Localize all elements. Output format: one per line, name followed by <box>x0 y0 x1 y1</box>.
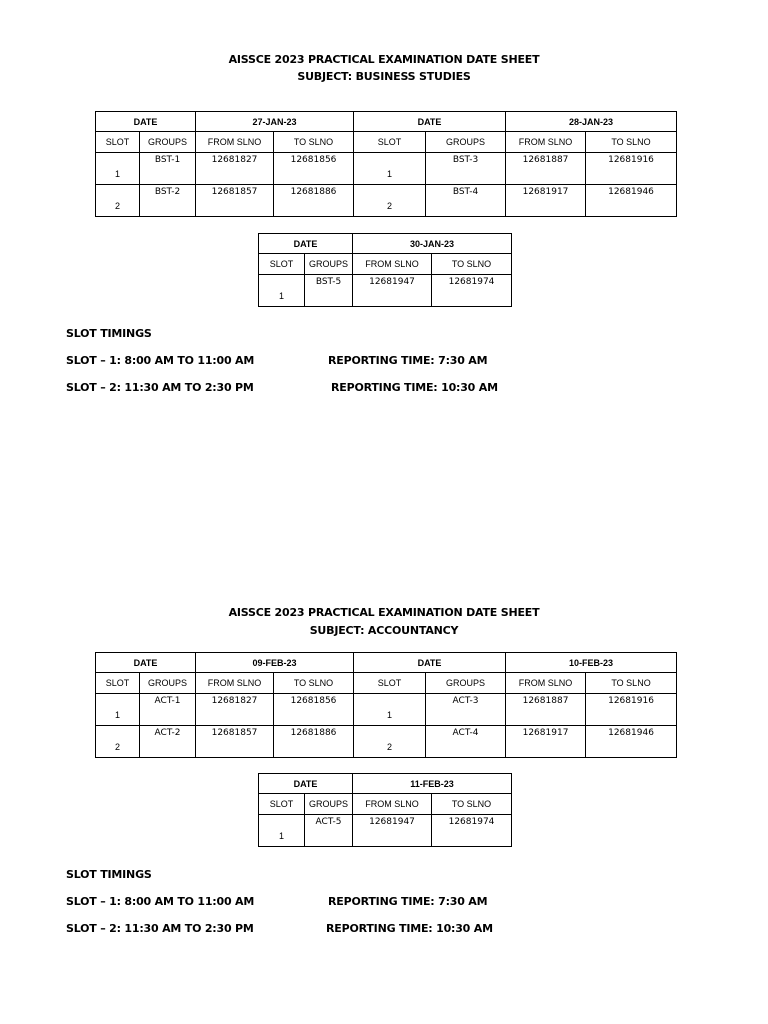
col-header-to: TO SLNO <box>586 132 677 153</box>
slot2-timing: SLOT – 2: 11:30 AM TO 2:30 PM <box>66 381 254 394</box>
table-row <box>96 694 677 726</box>
slot-cell: 1 <box>96 153 140 185</box>
subject-title: SUBJECT: ACCOUNTANCY <box>309 624 459 637</box>
table-row <box>96 726 677 758</box>
from-slno-cell: 12681857 <box>196 185 274 217</box>
from-slno-cell: 12681947 <box>353 275 432 307</box>
date-label: DATE <box>96 112 196 132</box>
from-slno-cell: 12681827 <box>196 694 274 726</box>
col-header-groups: GROUPS <box>305 254 353 275</box>
group-cell: BST-1 <box>140 153 196 185</box>
col-header-to: TO SLNO <box>274 132 354 153</box>
to-slno-cell: 12681974 <box>432 815 512 847</box>
group-cell: BST-2 <box>140 185 196 217</box>
slot-cell: 1 <box>96 694 140 726</box>
col-header-slot: SLOT <box>354 132 426 153</box>
slot1-reporting-time: REPORTING TIME: 7:30 AM <box>328 895 488 908</box>
to-slno-cell: 12681856 <box>274 153 354 185</box>
date-label: DATE <box>354 653 506 673</box>
date-table-extra <box>258 773 512 847</box>
from-slno-cell: 12681917 <box>506 185 586 217</box>
col-header-to: TO SLNO <box>586 673 677 694</box>
col-header-groups: GROUPS <box>305 794 353 815</box>
to-slno-cell: 12681946 <box>586 726 677 758</box>
slot-timings-heading: SLOT TIMINGS <box>66 868 152 881</box>
subject-title: SUBJECT: BUSINESS STUDIES <box>297 70 471 83</box>
to-slno-cell: 12681886 <box>274 185 354 217</box>
date-value: 27-JAN-23 <box>196 112 354 132</box>
from-slno-cell: 12681827 <box>196 153 274 185</box>
from-slno-cell: 12681857 <box>196 726 274 758</box>
slot-cell: 1 <box>354 153 426 185</box>
to-slno-cell: 12681916 <box>586 153 677 185</box>
date-label: DATE <box>259 774 353 794</box>
to-slno-cell: 12681886 <box>274 726 354 758</box>
col-header-slot: SLOT <box>96 673 140 694</box>
col-header-from: FROM SLNO <box>196 673 274 694</box>
col-header-from: FROM SLNO <box>506 132 586 153</box>
sheet-title: AISSCE 2023 PRACTICAL EXAMINATION DATE SHEET <box>228 53 540 66</box>
slot2-reporting-time: REPORTING TIME: 10:30 AM <box>326 922 493 935</box>
to-slno-cell: 12681856 <box>274 694 354 726</box>
date-value: 11-FEB-23 <box>353 774 512 794</box>
slot1-timing: SLOT – 1: 8:00 AM TO 11:00 AM <box>66 354 255 367</box>
sheet-title: AISSCE 2023 PRACTICAL EXAMINATION DATE SHEET <box>228 606 540 619</box>
col-header-groups: GROUPS <box>140 673 196 694</box>
slot-cell: 1 <box>259 275 305 307</box>
date-table-main <box>95 652 677 758</box>
from-slno-cell: 12681887 <box>506 694 586 726</box>
group-cell: ACT-1 <box>140 694 196 726</box>
col-header-slot: SLOT <box>354 673 426 694</box>
col-header-from: FROM SLNO <box>353 254 432 275</box>
group-cell: ACT-2 <box>140 726 196 758</box>
from-slno-cell: 12681947 <box>353 815 432 847</box>
col-header-slot: SLOT <box>96 132 140 153</box>
col-header-to: TO SLNO <box>432 254 512 275</box>
group-cell: BST-3 <box>426 153 506 185</box>
slot-timings-heading: SLOT TIMINGS <box>66 327 152 340</box>
col-header-to: TO SLNO <box>274 673 354 694</box>
col-header-from: FROM SLNO <box>196 132 274 153</box>
slot-cell: 1 <box>354 694 426 726</box>
col-header-slot: SLOT <box>259 794 305 815</box>
date-value: 30-JAN-23 <box>353 234 512 254</box>
from-slno-cell: 12681917 <box>506 726 586 758</box>
date-label: DATE <box>354 112 506 132</box>
to-slno-cell: 12681946 <box>586 185 677 217</box>
slot-cell: 2 <box>354 726 426 758</box>
col-header-to: TO SLNO <box>432 794 512 815</box>
to-slno-cell: 12681916 <box>586 694 677 726</box>
date-value: 10-FEB-23 <box>506 653 677 673</box>
col-header-slot: SLOT <box>259 254 305 275</box>
col-header-groups: GROUPS <box>140 132 196 153</box>
slot-cell: 2 <box>354 185 426 217</box>
col-header-from: FROM SLNO <box>353 794 432 815</box>
table-row <box>259 815 512 847</box>
date-label: DATE <box>96 653 196 673</box>
to-slno-cell: 12681974 <box>432 275 512 307</box>
group-cell: ACT-3 <box>426 694 506 726</box>
group-cell: BST-5 <box>305 275 353 307</box>
col-header-from: FROM SLNO <box>506 673 586 694</box>
slot2-timing: SLOT – 2: 11:30 AM TO 2:30 PM <box>66 922 254 935</box>
date-label: DATE <box>259 234 353 254</box>
col-header-groups: GROUPS <box>426 132 506 153</box>
col-header-groups: GROUPS <box>426 673 506 694</box>
slot-cell: 2 <box>96 726 140 758</box>
slot1-timing: SLOT – 1: 8:00 AM TO 11:00 AM <box>66 895 255 908</box>
date-value: 28-JAN-23 <box>506 112 677 132</box>
group-cell: ACT-4 <box>426 726 506 758</box>
slot-cell: 2 <box>96 185 140 217</box>
slot2-reporting-time: REPORTING TIME: 10:30 AM <box>331 381 498 394</box>
slot1-reporting-time: REPORTING TIME: 7:30 AM <box>328 354 488 367</box>
group-cell: BST-4 <box>426 185 506 217</box>
date-value: 09-FEB-23 <box>196 653 354 673</box>
group-cell: ACT-5 <box>305 815 353 847</box>
from-slno-cell: 12681887 <box>506 153 586 185</box>
slot-cell: 1 <box>259 815 305 847</box>
